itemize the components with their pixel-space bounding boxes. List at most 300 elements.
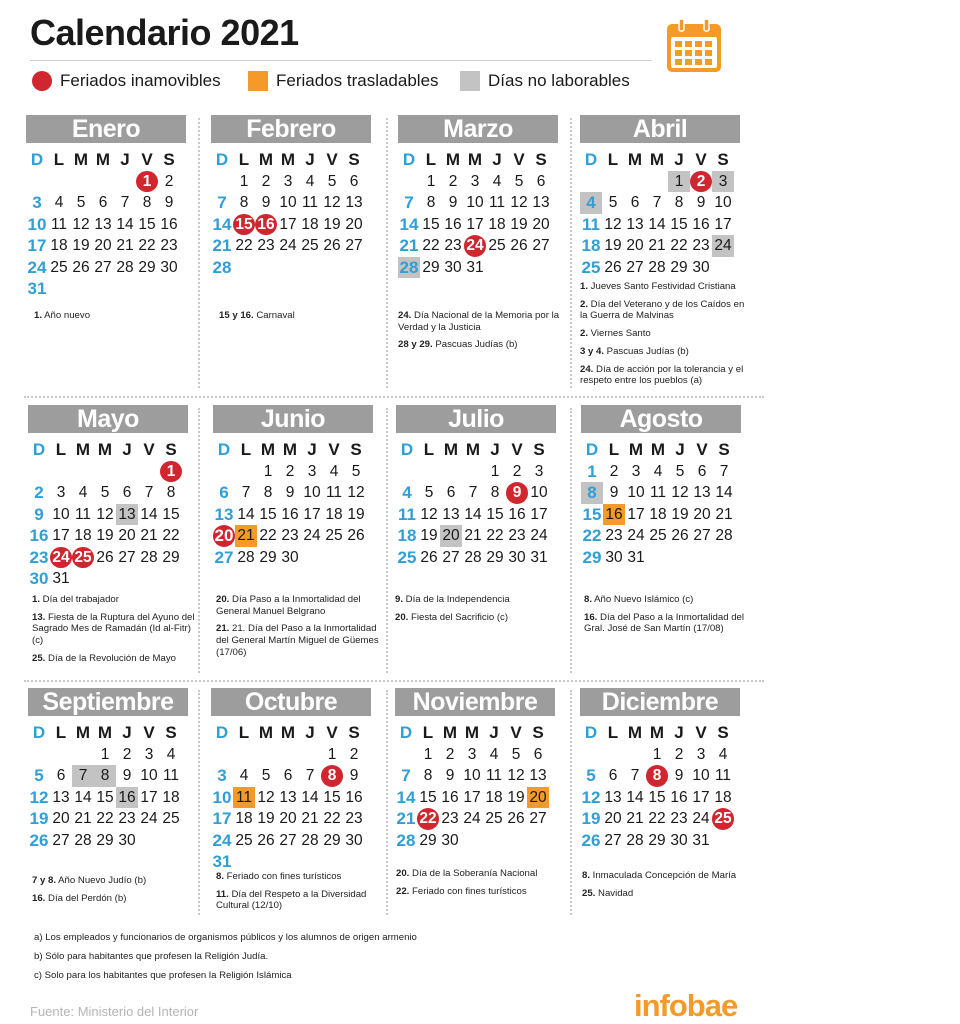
day-cell: 26: [581, 830, 601, 850]
day-cell: 17: [279, 215, 297, 233]
day-cell: 12: [507, 767, 525, 784]
day-cell: 23: [281, 527, 299, 544]
holiday-note: [584, 612, 756, 635]
day-cell: 17: [463, 788, 481, 806]
day-cell: 6: [219, 483, 229, 503]
day-cell: 3: [32, 193, 42, 213]
day-cell: 28: [715, 527, 733, 544]
day-cell: 4: [305, 172, 315, 190]
day-cell: 29: [486, 548, 504, 566]
day-cell: 21: [116, 237, 134, 254]
weekday-header: L: [55, 440, 67, 460]
day-cell: 7: [404, 193, 414, 213]
empty-cell: [462, 461, 484, 483]
day-cell: 5: [586, 766, 596, 786]
day-cell: 30: [160, 258, 178, 276]
fixed-holiday-day: 16: [255, 214, 277, 236]
day-grid: [211, 722, 371, 873]
empty-cell: [299, 744, 321, 766]
empty-cell: [398, 171, 420, 193]
day-cell: 21: [396, 809, 416, 829]
note-text: Carnaval: [253, 310, 295, 321]
day-cell: 23: [692, 237, 710, 254]
day-cell: 9: [261, 194, 271, 211]
day-cell: 2: [448, 172, 458, 190]
day-cell: 7: [719, 462, 729, 480]
day-cell: 10: [279, 194, 297, 211]
day-cell: 21: [301, 810, 319, 827]
day-cell: 16: [29, 526, 49, 546]
weekday-header: D: [215, 150, 229, 170]
day-cell: 11: [398, 504, 416, 524]
holiday-note: [396, 868, 568, 880]
day-cell: 17: [530, 505, 548, 523]
day-cell: 18: [397, 526, 417, 546]
day-cell: 22: [96, 810, 114, 827]
day-cell: 12: [96, 505, 114, 523]
weekday-header: J: [122, 723, 132, 743]
day-cell: 29: [670, 258, 688, 276]
weekday-header: M: [258, 150, 274, 170]
holiday-note: [398, 339, 570, 351]
weekday-header: M: [464, 723, 480, 743]
legend-nonworking: [460, 71, 630, 91]
legend-fixed-swatch: [32, 71, 52, 91]
note-text: Día del Veterano y de los Caídos en la Guerra de Malvinas: [580, 298, 745, 322]
note-key: 21.: [216, 623, 230, 635]
empty-cell: [211, 744, 233, 766]
empty-cell: [233, 744, 255, 766]
empty-cell: [50, 461, 72, 483]
day-cell: 28: [140, 548, 158, 566]
nonworking-day: 20: [440, 525, 462, 547]
day-cell: 13: [214, 504, 234, 524]
day-cell: 17: [212, 809, 232, 829]
holiday-note: [584, 594, 756, 606]
day-cell: 24: [212, 830, 232, 850]
note-text: Día del Respeto a la Diversidad Cultural (12/10): [216, 888, 367, 912]
title-divider: [30, 60, 652, 61]
note-key: 25.: [32, 652, 46, 664]
holiday-note: [582, 870, 754, 882]
day-cell: 1: [327, 745, 337, 763]
day-cell: 3: [467, 745, 477, 763]
day-cell: 6: [446, 484, 456, 501]
weekday-header: M: [443, 440, 459, 460]
fixed-holiday-day: 24: [464, 235, 486, 257]
weekday-header: S: [350, 440, 362, 460]
weekday-header: M: [627, 723, 643, 743]
day-cell: 12: [29, 787, 49, 807]
movable-holiday-day: 11: [233, 787, 255, 809]
day-cell: 20: [118, 527, 136, 544]
note-text: Día de la Independencia: [403, 594, 510, 605]
day-grid: [580, 149, 740, 278]
empty-cell: [26, 171, 48, 193]
weekday-header: D: [402, 150, 416, 170]
month-notes: [582, 870, 754, 905]
day-cell: 10: [627, 484, 645, 501]
day-cell: 27: [214, 547, 234, 567]
day-cell: 5: [424, 484, 434, 501]
day-grid: [26, 149, 186, 300]
day-cell: 29: [138, 258, 156, 276]
weekday-header: J: [490, 440, 500, 460]
day-cell: 29: [422, 258, 440, 276]
nonworking-day: 8: [581, 482, 603, 504]
holiday-note: [580, 364, 752, 387]
weekday-header: S: [533, 440, 545, 460]
day-cell: 7: [120, 194, 130, 211]
weekday-header: J: [674, 723, 684, 743]
day-cell: 25: [581, 257, 601, 277]
day-cell: 18: [162, 788, 180, 806]
day-cell: 9: [164, 194, 174, 211]
day-cell: 8: [490, 484, 500, 501]
day-cell: 5: [514, 172, 524, 190]
day-cell: 14: [626, 788, 644, 806]
empty-cell: [646, 171, 668, 193]
day-cell: 1: [490, 462, 500, 480]
note-text: Pascuas Judías (b): [604, 345, 689, 357]
day-cell: 12: [347, 484, 365, 501]
day-cell: 26: [604, 258, 622, 276]
empty-cell: [48, 171, 70, 193]
month-junio: [213, 405, 373, 568]
footnote-b: b) Sólo para habitantes que profesen la Religión Judía.: [34, 951, 269, 962]
day-cell: 25: [325, 527, 343, 544]
weekday-header: M: [97, 440, 113, 460]
day-cell: 1: [100, 745, 110, 763]
holiday-note: [32, 594, 204, 606]
day-cell: 28: [464, 548, 482, 566]
day-cell: 17: [52, 527, 70, 544]
day-cell: 3: [696, 745, 706, 763]
weekday-header: D: [585, 440, 599, 460]
weekday-header: V: [695, 150, 707, 170]
day-cell: 11: [301, 194, 319, 211]
note-text: Feriado con fines turísticos: [224, 871, 342, 882]
day-cell: 17: [466, 215, 484, 233]
day-cell: 23: [118, 810, 136, 827]
day-cell: 15: [648, 788, 666, 806]
weekday-header: V: [326, 723, 338, 743]
day-cell: 23: [345, 810, 363, 827]
day-cell: 21: [74, 810, 92, 827]
day-cell: 31: [627, 548, 645, 566]
day-cell: 27: [529, 810, 547, 827]
weekday-header: S: [163, 150, 175, 170]
month-octubre: [211, 688, 371, 873]
day-cell: 14: [74, 788, 92, 806]
day-cell: 8: [142, 194, 152, 211]
day-cell: 29: [96, 831, 114, 849]
month-notes: [34, 310, 206, 328]
day-cell: 22: [582, 526, 602, 546]
day-cell: 7: [241, 484, 251, 501]
weekday-header: J: [492, 150, 502, 170]
weekday-header: D: [584, 723, 598, 743]
weekday-header: M: [75, 723, 91, 743]
brand-logo: infobae: [634, 988, 738, 1023]
day-cell: 21: [648, 237, 666, 254]
day-cell: 6: [56, 767, 66, 784]
day-cell: 24: [27, 257, 47, 277]
day-grid: [398, 149, 558, 278]
day-cell: 12: [581, 787, 601, 807]
day-cell: 25: [488, 237, 506, 254]
day-cell: 25: [50, 258, 68, 276]
month-notes: [216, 871, 388, 918]
fixed-holiday-day: 15: [233, 214, 255, 236]
weekday-header: V: [511, 440, 523, 460]
weekday-header: S: [717, 723, 729, 743]
note-text: Año Nuevo Islámico (c): [592, 594, 694, 605]
day-cell: 28: [237, 548, 255, 566]
weekday-header: V: [696, 440, 708, 460]
day-cell: 4: [402, 483, 412, 503]
day-cell: 27: [693, 527, 711, 544]
day-grid: [395, 722, 555, 851]
day-cell: 23: [670, 810, 688, 827]
day-cell: 13: [604, 788, 622, 806]
day-cell: 8: [263, 484, 273, 501]
day-cell: 15: [162, 505, 180, 523]
weekday-header: D: [32, 723, 46, 743]
weekday-header: D: [399, 723, 413, 743]
note-text: Día del trabajador: [40, 594, 119, 605]
month-septiembre: [28, 688, 188, 851]
day-cell: 25: [301, 237, 319, 254]
day-cell: 1: [426, 172, 436, 190]
day-cell: 22: [162, 527, 180, 544]
empty-cell: [624, 744, 646, 766]
nonworking-day: 8: [94, 765, 116, 787]
weekday-header: M: [97, 723, 113, 743]
day-cell: 14: [237, 505, 255, 523]
day-cell: 17: [140, 788, 158, 806]
nonworking-day: 16: [116, 787, 138, 809]
note-text: Jueves Santo Festividad Cristiana: [588, 281, 736, 292]
day-cell: 22: [235, 237, 253, 254]
empty-cell: [213, 461, 235, 483]
day-cell: 21: [715, 505, 733, 523]
weekday-header: M: [627, 150, 643, 170]
day-cell: 18: [301, 215, 319, 233]
day-cell: 10: [52, 505, 70, 523]
day-cell: 22: [670, 237, 688, 254]
day-cell: 16: [281, 505, 299, 523]
note-key: 13.: [32, 611, 46, 623]
day-cell: 27: [532, 237, 550, 254]
note-key: 24.: [398, 310, 412, 321]
day-cell: 10: [463, 767, 481, 784]
day-cell: 30: [670, 831, 688, 849]
day-cell: 9: [674, 767, 684, 784]
holiday-note: [580, 328, 752, 340]
weekday-header: D: [30, 150, 44, 170]
note-text: Año Nuevo Judío (b): [56, 875, 147, 886]
day-cell: 19: [671, 505, 689, 523]
note-key: 8.: [584, 594, 593, 605]
day-cell: 6: [536, 172, 546, 190]
holiday-note: [32, 612, 204, 647]
month-title: Junio: [213, 405, 373, 433]
empty-cell: [211, 171, 233, 193]
day-cell: 24: [303, 527, 321, 544]
day-cell: 19: [72, 237, 90, 254]
day-cell: 3: [307, 462, 317, 480]
fixed-holiday-day: 24: [50, 547, 72, 569]
day-cell: 2: [164, 172, 174, 190]
day-cell: 3: [56, 484, 66, 501]
day-cell: 24: [627, 527, 645, 544]
footnote-a: a) Los empleados y funcionarios de organismos públicos y los alumnos de origen armenio: [34, 932, 417, 943]
empty-cell: [602, 744, 624, 766]
day-cell: 7: [630, 767, 640, 784]
month-notes: [32, 594, 204, 671]
empty-cell: [396, 461, 418, 483]
month-title: Julio: [396, 405, 556, 433]
month-title: Diciembre: [580, 688, 740, 716]
weekday-header: V: [141, 150, 153, 170]
day-cell: 3: [470, 172, 480, 190]
weekday-header: D: [215, 723, 229, 743]
weekday-header: M: [258, 723, 274, 743]
month-notes: [580, 281, 752, 393]
empty-cell: [72, 461, 94, 483]
day-cell: 31: [466, 258, 484, 276]
day-cell: 27: [52, 831, 70, 849]
day-cell: 3: [283, 172, 293, 190]
note-text: Día Nacional de la Memoria por la Verdad y la Justicia: [398, 310, 560, 333]
day-cell: 13: [693, 484, 711, 501]
day-cell: 2: [122, 745, 132, 763]
day-cell: 15: [259, 505, 277, 523]
day-grid: [213, 439, 373, 568]
day-cell: 18: [485, 788, 503, 806]
day-cell: 19: [604, 237, 622, 254]
note-text: Fiesta del Sacrificio (c): [408, 611, 509, 623]
day-cell: 30: [118, 831, 136, 849]
day-cell: 24: [140, 810, 158, 827]
day-cell: 27: [626, 258, 644, 276]
weekday-header: D: [217, 440, 231, 460]
day-cell: 14: [715, 484, 733, 501]
day-cell: 7: [144, 484, 154, 501]
day-cell: 6: [349, 172, 359, 190]
weekday-header: L: [425, 150, 437, 170]
day-cell: 31: [692, 831, 710, 849]
day-cell: 19: [323, 215, 341, 233]
weekday-header: V: [143, 440, 155, 460]
month-title: Agosto: [581, 405, 741, 433]
day-cell: 27: [345, 237, 363, 254]
nonworking-day: 7: [72, 765, 94, 787]
weekday-header: M: [280, 723, 296, 743]
day-cell: 15: [138, 215, 156, 233]
day-grid: [581, 439, 741, 568]
holiday-note: [582, 888, 754, 900]
weekday-header: M: [649, 723, 665, 743]
note-key: 20.: [216, 594, 230, 605]
holiday-note: [32, 653, 204, 665]
nonworking-day: 13: [116, 504, 138, 526]
day-cell: 7: [305, 767, 315, 784]
day-cell: 19: [257, 810, 275, 827]
day-cell: 25: [162, 810, 180, 827]
note-text: Día del Paso a la Inmortalidad del Gral. José de San Martín (17/08): [584, 611, 744, 635]
empty-cell: [138, 461, 160, 483]
holiday-note: [580, 299, 752, 322]
day-cell: 22: [138, 237, 156, 254]
month-title: Noviembre: [395, 688, 555, 716]
empty-cell: [70, 171, 92, 193]
day-cell: 8: [426, 194, 436, 211]
holiday-note: [32, 893, 204, 905]
empty-cell: [116, 461, 138, 483]
day-cell: 12: [257, 788, 275, 806]
day-cell: 13: [94, 215, 112, 233]
day-cell: 12: [604, 215, 622, 233]
day-cell: 5: [261, 767, 271, 784]
day-cell: 6: [697, 462, 707, 480]
day-cell: 28: [301, 831, 319, 849]
note-key: 25.: [582, 887, 596, 899]
note-text: Viernes Santo: [588, 328, 651, 340]
day-cell: 18: [581, 236, 601, 256]
day-cell: 11: [50, 215, 68, 233]
weekday-header: M: [75, 440, 91, 460]
day-cell: 30: [345, 831, 363, 849]
day-cell: 27: [118, 548, 136, 566]
day-cell: 16: [670, 788, 688, 806]
day-cell: 21: [626, 810, 644, 827]
day-cell: 10: [27, 214, 47, 234]
weekday-header: D: [400, 440, 414, 460]
day-cell: 11: [162, 767, 180, 784]
footnote-c: c) Solo para los habitantes que profesen la Religión Islámica: [34, 970, 292, 981]
row-divider: [24, 396, 764, 398]
legend-nonworking-label: Días no laborables: [488, 71, 630, 90]
day-cell: 9: [285, 484, 295, 501]
day-cell: 27: [94, 258, 112, 276]
fixed-holiday-day: 25: [712, 808, 734, 830]
empty-cell: [235, 461, 257, 483]
note-key: 16.: [32, 892, 46, 904]
day-grid: [211, 149, 371, 278]
empty-cell: [28, 461, 50, 483]
footnotes: [34, 932, 417, 989]
day-cell: 31: [52, 570, 70, 587]
empty-cell: [602, 171, 624, 193]
day-cell: 10: [692, 767, 710, 784]
legend-movable: [248, 71, 439, 91]
day-cell: 11: [485, 767, 503, 784]
day-cell: 29: [259, 548, 277, 566]
day-cell: 11: [74, 505, 92, 523]
note-key: 11.: [216, 888, 229, 900]
day-cell: 2: [34, 483, 44, 503]
day-cell: 22: [323, 810, 341, 827]
weekday-header: J: [305, 723, 315, 743]
weekday-header: M: [280, 150, 296, 170]
note-text: Navidad: [595, 887, 634, 899]
fixed-holiday-day: 8: [321, 765, 343, 787]
day-cell: 24: [530, 527, 548, 544]
day-cell: 13: [279, 788, 297, 806]
day-cell: 10: [530, 484, 548, 501]
